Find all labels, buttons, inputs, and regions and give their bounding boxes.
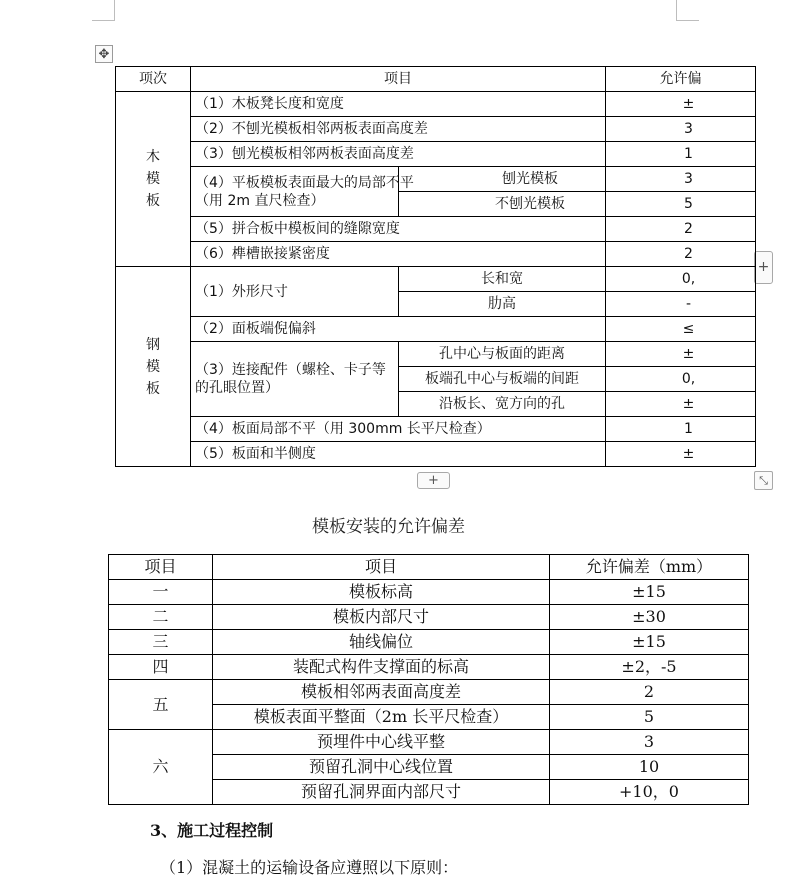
- table-row: [116, 442, 756, 467]
- header-cell: 项目: [191, 67, 606, 92]
- value-cell: 1: [606, 142, 756, 167]
- page-corner-mark-right: [676, 0, 699, 21]
- value-cell: ±: [606, 342, 756, 367]
- index-cell: 一: [109, 580, 213, 605]
- value-cell: ±15: [550, 580, 749, 605]
- table-row: [116, 342, 756, 367]
- item-cell: 轴线偏位: [213, 630, 550, 655]
- value-cell: 10: [550, 755, 749, 780]
- sub-item-cell: 板端孔中心与板端的间距: [399, 367, 606, 392]
- installation-tolerance-table: [108, 554, 749, 805]
- item-cell: 预留孔洞中心线位置: [213, 755, 550, 780]
- sub-item-cell: 沿板长、宽方向的孔: [399, 392, 606, 417]
- category-cell-wood: [116, 92, 191, 267]
- value-cell: ±: [606, 442, 756, 467]
- value-cell: ±: [606, 92, 756, 117]
- table-row: [116, 267, 756, 292]
- table-row: [116, 317, 756, 342]
- item-text: （3）连接配件（螺栓、卡子等的孔眼位置）: [195, 362, 386, 396]
- sub-item-cell: 肋高: [399, 292, 606, 317]
- item-cell: （1）外形尺寸: [191, 267, 399, 317]
- item-cell: 模板标高: [213, 580, 550, 605]
- header-cell: 允许偏差（mm）: [550, 555, 749, 580]
- item-cell: （6）榫槽嵌接紧密度: [191, 242, 606, 267]
- item-text: （4）平板模板表面最大的局部不平（用 2m 直尺检查）: [195, 174, 414, 209]
- value-cell: +10，0: [550, 780, 749, 805]
- value-cell: 5: [550, 705, 749, 730]
- value-cell: 3: [550, 730, 749, 755]
- table-row: [116, 217, 756, 242]
- category-label: 木模板: [146, 149, 160, 209]
- header-cell: 项目: [109, 555, 213, 580]
- page-corner-mark-left: [92, 0, 115, 21]
- value-cell: ±: [606, 392, 756, 417]
- item-cell: （5）拼合板中模板间的缝隙宽度: [191, 217, 606, 242]
- value-cell: 5: [606, 192, 756, 217]
- value-cell: ±15: [550, 630, 749, 655]
- category-label: 钢模板: [146, 336, 160, 397]
- item-cell: （2）面板端倪偏斜: [191, 317, 606, 342]
- table-move-handle[interactable]: [95, 45, 113, 63]
- table-resize-handle[interactable]: [754, 471, 773, 490]
- table-caption: 模板安装的允许偏差: [312, 517, 465, 537]
- header-cell: 项次: [116, 67, 191, 92]
- item-cell: （1）木板凳长度和宽度: [191, 92, 606, 117]
- table-row: [109, 630, 749, 655]
- sub-item-cell: 刨光模板: [399, 167, 606, 192]
- item-cell: 模板相邻两表面高度差: [213, 680, 550, 705]
- add-row-button[interactable]: [417, 472, 450, 489]
- value-cell: ±30: [550, 605, 749, 630]
- table-row: [109, 730, 749, 755]
- table-row: [116, 417, 756, 442]
- index-cell: 二: [109, 605, 213, 630]
- table-row: [109, 605, 749, 630]
- table-row: [109, 680, 749, 705]
- value-cell: 0,: [606, 267, 756, 292]
- table-row: [109, 655, 749, 680]
- value-cell: 2: [550, 680, 749, 705]
- section-heading: 3、施工过程控制: [150, 821, 274, 840]
- table-row: [109, 580, 749, 605]
- plus-icon: +: [428, 473, 439, 488]
- table-row: [116, 142, 756, 167]
- index-cell: 三: [109, 630, 213, 655]
- value-cell: 0,: [606, 367, 756, 392]
- move-icon: ✥: [98, 47, 110, 62]
- formwork-tolerance-table-wrapper: [115, 66, 702, 471]
- item-cell: 模板内部尺寸: [213, 605, 550, 630]
- value-cell: ≤: [606, 317, 756, 342]
- item-cell: （3）刨光模板相邻两板表面高度差: [191, 142, 606, 167]
- item-cell: 装配式构件支撑面的标高: [213, 655, 550, 680]
- table-header-row: [116, 67, 756, 92]
- sub-item-cell: 不刨光模板: [399, 192, 606, 217]
- sub-item-cell: 孔中心与板面的距离: [399, 342, 606, 367]
- item-cell: 预埋件中心线平整: [213, 730, 550, 755]
- item-cell: [191, 167, 414, 217]
- value-cell: 2: [606, 242, 756, 267]
- index-cell: 五: [109, 680, 213, 730]
- sub-item-cell: 长和宽: [399, 267, 606, 292]
- item-cell: 模板表面平整面（2m 长平尺检查）: [213, 705, 550, 730]
- resize-icon: ⤡: [759, 474, 768, 487]
- header-cell: 允许偏: [606, 67, 756, 92]
- value-cell: 3: [606, 167, 756, 192]
- value-cell: -: [606, 292, 756, 317]
- table-header-row: [109, 555, 749, 580]
- value-cell: ±2，-5: [550, 655, 749, 680]
- item-cell: 预留孔洞界面内部尺寸: [213, 780, 550, 805]
- formwork-tolerance-table: [115, 66, 756, 467]
- index-cell: 六: [109, 730, 213, 805]
- body-paragraph: （1）混凝土的运输设备应遵照以下原则：: [160, 858, 459, 877]
- category-cell-steel: [116, 267, 191, 467]
- table-row: [116, 167, 756, 192]
- table-row: [116, 242, 756, 267]
- add-column-button[interactable]: [754, 251, 773, 284]
- header-cell: 项目: [213, 555, 550, 580]
- value-cell: 1: [606, 417, 756, 442]
- item-cell: （2）不刨光模板相邻两板表面高度差: [191, 117, 606, 142]
- value-cell: 2: [606, 217, 756, 242]
- item-cell: [191, 342, 399, 417]
- item-cell: （4）板面局部不平（用 300mm 长平尺检查）: [191, 417, 606, 442]
- value-cell: 3: [606, 117, 756, 142]
- item-cell: （5）板面和半侧度: [191, 442, 606, 467]
- index-cell: 四: [109, 655, 213, 680]
- table-row: [116, 117, 756, 142]
- table-row: [116, 92, 756, 117]
- plus-icon: +: [757, 259, 770, 275]
